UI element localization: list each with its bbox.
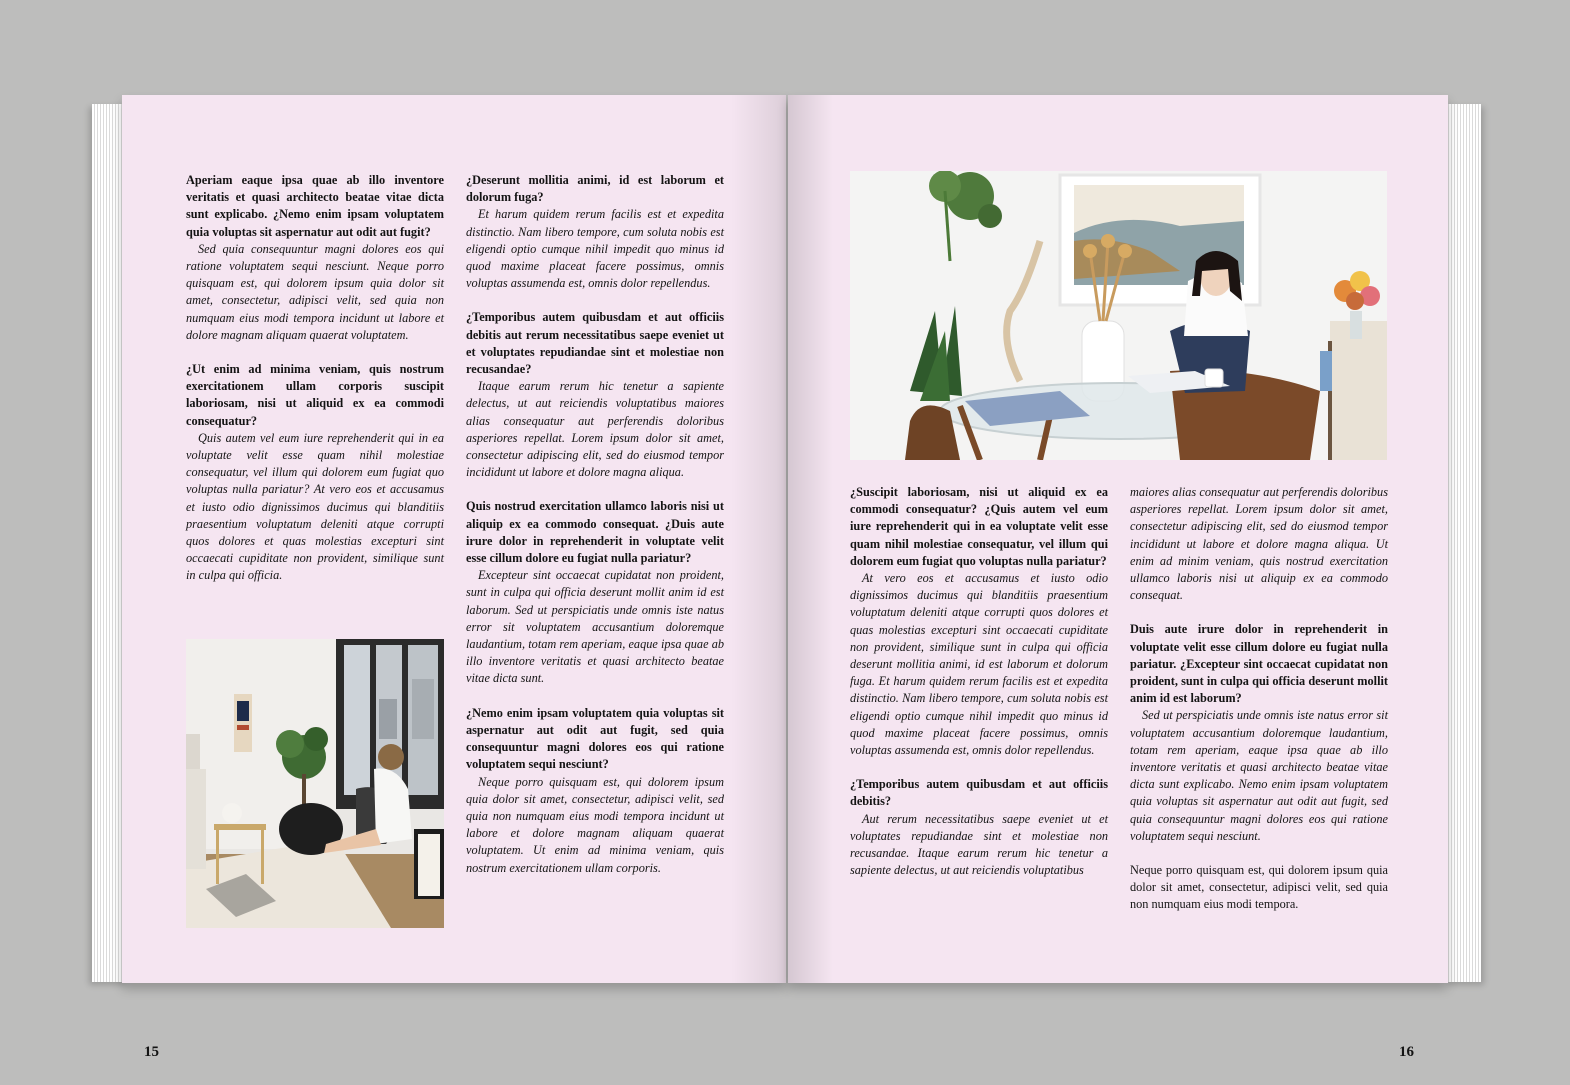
dining-table-photo (850, 171, 1387, 460)
paragraph-heading: Aperiam eaque ipsa quae ab illo inventore veritatis et quasi architecto beatae vitae dicta sunt explicabo. ¿Nemo enim ipsam voluptatem quia voluptas sit aspernatur aut odit aut fugit? (186, 173, 444, 239)
paragraph-body: At vero eos et accusamus et iusto odio dignissimos ducimus qui blanditiis praesentium voluptatum deleniti atque corrupti quos dolores et quas molestias excepturi sint occaecati cupiditate non provident, similique sunt in culpa qui officia deserunt mollitia animi, id est laborum et dolorum fuga. Et harum quidem rerum facilis est et expedita distinctio. Nam libero tempore, cum soluta nobis est eligendi optio cumque nihil impedit quo minus id quod maxime placeat facere possimus, omnis voluptas assumenda est, omnis dolor repellendus. (850, 571, 1108, 758)
left-column-2 (466, 172, 724, 877)
paragraph-body: maiores alias consequatur aut perferendis doloribus asperiores repellat. Lorem ipsum dolor sit amet, consectetur adipiscing elit, sed do eiusmod tempor incididunt ut labore et dolore magna aliqua. Ut enim ad minim veniam, quis nostrud exercitation ullamco laboris nisi ut aliquip ex ea commodo consequat. (1130, 485, 1388, 603)
right-column-1 (850, 484, 1108, 879)
page-number: 16 (1399, 1044, 1414, 1060)
right-page-edges (1445, 104, 1481, 982)
right-page (788, 95, 1448, 1060)
paragraph-heading: ¿Suscipit laboriosam, nisi ut aliquid ex ea commodi consequatur? ¿Quis autem vel eum iure reprehenderit qui in ea voluptate velit esse quam nihil molestiae consequatur, vel illum qui dolorem eum fugiat quo voluptas nulla pariatur? (850, 485, 1108, 568)
paragraph-heading: ¿Temporibus autem quibusdam et aut officiis debitis? (850, 777, 1108, 809)
paragraph-body: Excepteur sint occaecat cupidatat non proident, sunt in culpa qui officia deserunt mollit anim id est laborum. Sed ut perspiciatis unde omnis iste natus error sit voluptatem accusantium doloremque laudantium, totam rem aperiam, eaque ipsa quae ab illo inventore veritatis et quasi architecto beatae vitae dicta sunt. (466, 568, 724, 686)
left-page (122, 95, 786, 1060)
paragraph-body: Itaque earum rerum hic tenetur a sapiente delectus, ut aut reiciendis voluptatibus maiores alias consequatur aut perferendis doloribus asperiores repellat. Lorem ipsum dolor sit amet, consectetur adipiscing elit, sed do eiusmod tempor incididunt ut labore et dolore magna aliqua. (466, 379, 724, 480)
paragraph-body: Neque porro quisquam est, qui dolorem ipsum quia dolor sit amet, consectetur, adipisci velit, sed quia non numquam eius modi tempora incidunt ut labore et dolore magnam aliquam quaerat voluptatem. Ut enim ad minima veniam, quis nostrum exercitationem ullam corporis. (466, 774, 724, 875)
paragraph-body: Et harum quidem rerum facilis est et expedita distinctio. Nam libero tempore, cum soluta nobis est eligendi optio cumque nihil impedit quo minus id quod maxime placeat facere possimus, omnis voluptas assumenda est, omnis dolor repellendus. (466, 207, 724, 291)
page-number: 15 (144, 1044, 159, 1060)
gutter-shadow (731, 95, 786, 983)
paragraph-heading: Duis aute irure dolor in reprehenderit in voluptate velit esse cillum dolore eu fugiat nulla pariatur. ¿Excepteur sint occaecat cupidatat non proident, sunt in culpa qui officia deserunt mollit anim id est laborum? (1130, 622, 1388, 706)
paragraph-body: Quis autem vel eum iure reprehenderit qui in ea voluptate velit esse quam nihil molestiae consequatur, vel illum qui dolorem eum fugiat quo voluptas nulla pariatur? At vero eos et accusamus et iusto odio dignissimos ducimus qui blanditiis praesentium voluptatum deleniti atque corrupti quos dolores et quas molestias excepturi sint occaecati cupiditate non provident, similique sunt in culpa qui officia. (186, 430, 444, 583)
paragraph-heading: ¿Deserunt mollitia animi, id est laborum et dolorum fuga? (466, 173, 724, 205)
gutter-shadow (788, 95, 833, 983)
paragraph-heading: ¿Nemo enim ipsam voluptatem quia voluptas sit aspernatur aut odit aut fugit, sed quia consequuntur magni dolores eos qui ratione voluptatem sequi nesciunt? (466, 705, 724, 772)
paragraph-body: Neque porro quisquam est, qui dolorem ipsum quia dolor sit amet, consectetur, adipisci velit, sed quia non numquam eius modi tempora. (1130, 863, 1388, 912)
paragraph-heading: ¿Ut enim ad minima veniam, quis nostrum exercitationem ullam corporis suscipit laboriosam, nisi ut aliquid ex ea commodi consequatur? (186, 362, 444, 428)
paragraph-body: Sed ut perspiciatis unde omnis iste natus error sit voluptatem accusantium doloremque laudantium, totam rem aperiam, eaque ipsa quae ab illo inventore veritatis et quasi architecto beatae vitae dicta sunt explicabo. Nemo enim ipsam voluptatem quia voluptas sit aspernatur aut odit aut fugit, sed quia consequuntur magni dolores eos qui ratione voluptatem sequi nesciunt. (1130, 708, 1388, 843)
paragraph-body: Aut rerum necessitatibus saepe eveniet ut et voluptates repudiandae sint et molestiae non recusandae. Itaque earum rerum hic tenetur a sapiente delectus, ut aut reiciendis voluptatibus (850, 811, 1108, 878)
paragraph-heading: Quis nostrud exercitation ullamco laboris nisi ut aliquip ex ea commodo consequat. ¿Duis aute irure dolor in reprehenderit in voluptate velit esse cillum dolore eu fugiat nulla pariatur? (466, 499, 724, 566)
right-column-2 (1130, 484, 1388, 914)
left-column-1 (186, 172, 444, 585)
living-room-photo (186, 639, 444, 928)
paragraph-heading: ¿Temporibus autem quibusdam et aut officiis debitis aut rerum necessitatibus saepe eveniet ut et voluptates repudiandae sint et molestiae non recusandae? (466, 310, 724, 377)
paragraph-body: Sed quia consequuntur magni dolores eos qui ratione voluptatem sequi nesciunt. Neque porro quisquam est, qui dolorem ipsum quia dolor sit amet, consectetur, adipisci velit, sed quia non numquam eius modi tempora incidunt ut labore et dolore magnam aliquam quaerat voluptatem. (186, 241, 444, 342)
